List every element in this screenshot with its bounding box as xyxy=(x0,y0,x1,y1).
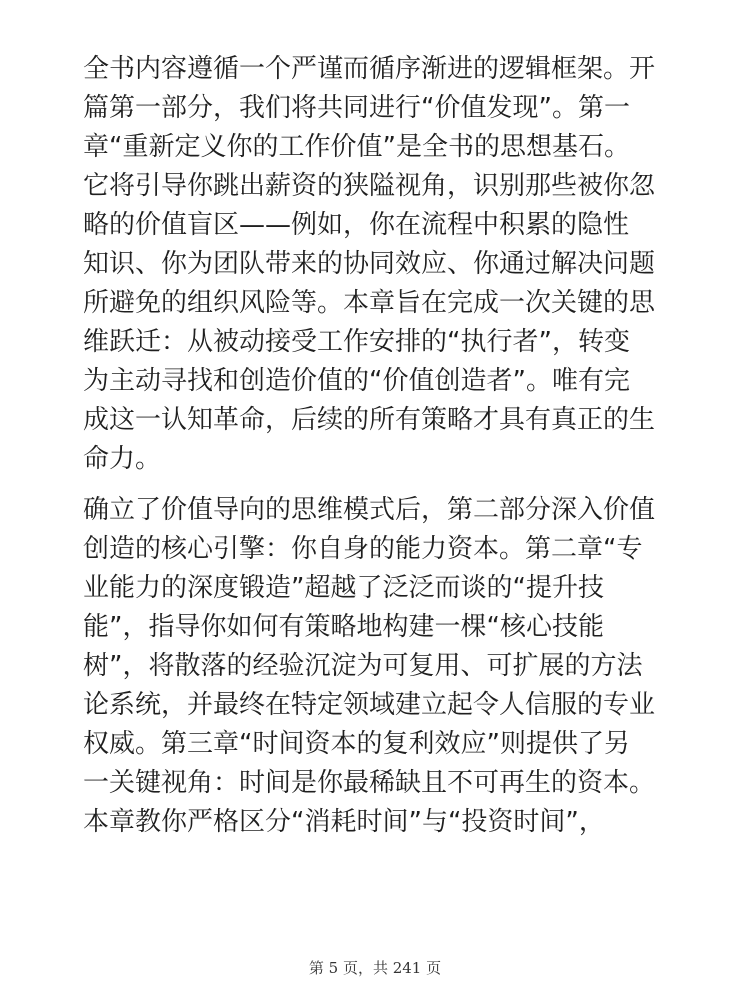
text-line: 能”，指导你如何有策略地构建一棵“核心技能 xyxy=(83,612,604,642)
text-line: 成这一认知革命，后续的所有策略才具有真正的生 xyxy=(83,405,656,435)
text-line: 章“重新定义你的工作价值”是全书的思想基石。 xyxy=(83,132,630,162)
text-line: 维跃迁：从被动接受工作安排的“执行者”，转变 xyxy=(83,327,630,357)
text-line: 树”，将散落的经验沉淀为可复用、可扩展的方法 xyxy=(83,651,643,681)
text-line: 论系统，并最终在特定领域建立起令人信服的专业 xyxy=(83,690,656,720)
text-line: 为主动寻找和创造价值的“价值创造者”。唯有完 xyxy=(83,366,630,396)
text-line: 命力。 xyxy=(83,444,162,474)
text-line: 知识、你为团队带来的协同效应、你通过解决问题 xyxy=(83,249,656,279)
text-line: 确立了价值导向的思维模式后，第二部分深入价值 xyxy=(83,495,656,525)
text-line: 权威。第三章“时间资本的复利效应”则提供了另 xyxy=(83,729,630,759)
text-line: 创造的核心引擎：你自身的能力资本。第二章“专 xyxy=(83,534,643,564)
body-text xyxy=(83,50,671,842)
text-line: 本章教你严格区分“消耗时间”与“投资时间”， xyxy=(83,807,605,837)
text-line: 略的价值盲区——例如，你在流程中积累的隐性 xyxy=(83,210,630,240)
text-line: 它将引导你跳出薪资的狭隘视角，识别那些被你忽 xyxy=(83,171,656,201)
text-line: 篇第一部分，我们将共同进行“价值发现”。第一 xyxy=(83,93,630,123)
text-line: 所避免的组织风险等。本章旨在完成一次关键的思 xyxy=(83,288,656,318)
text-line: 全书内容遵循一个严谨而循序渐进的逻辑框架。开 xyxy=(83,54,656,84)
page-number-footer: 第 5 页，共 241 页 xyxy=(308,959,442,977)
paragraph-1 xyxy=(83,50,671,479)
text-line: 业能力的深度锻造”超越了泛泛而谈的“提升技 xyxy=(83,573,604,603)
paragraph-2 xyxy=(83,491,671,842)
text-line: 一关键视角：时间是你最稀缺且不可再生的资本。 xyxy=(83,768,656,798)
